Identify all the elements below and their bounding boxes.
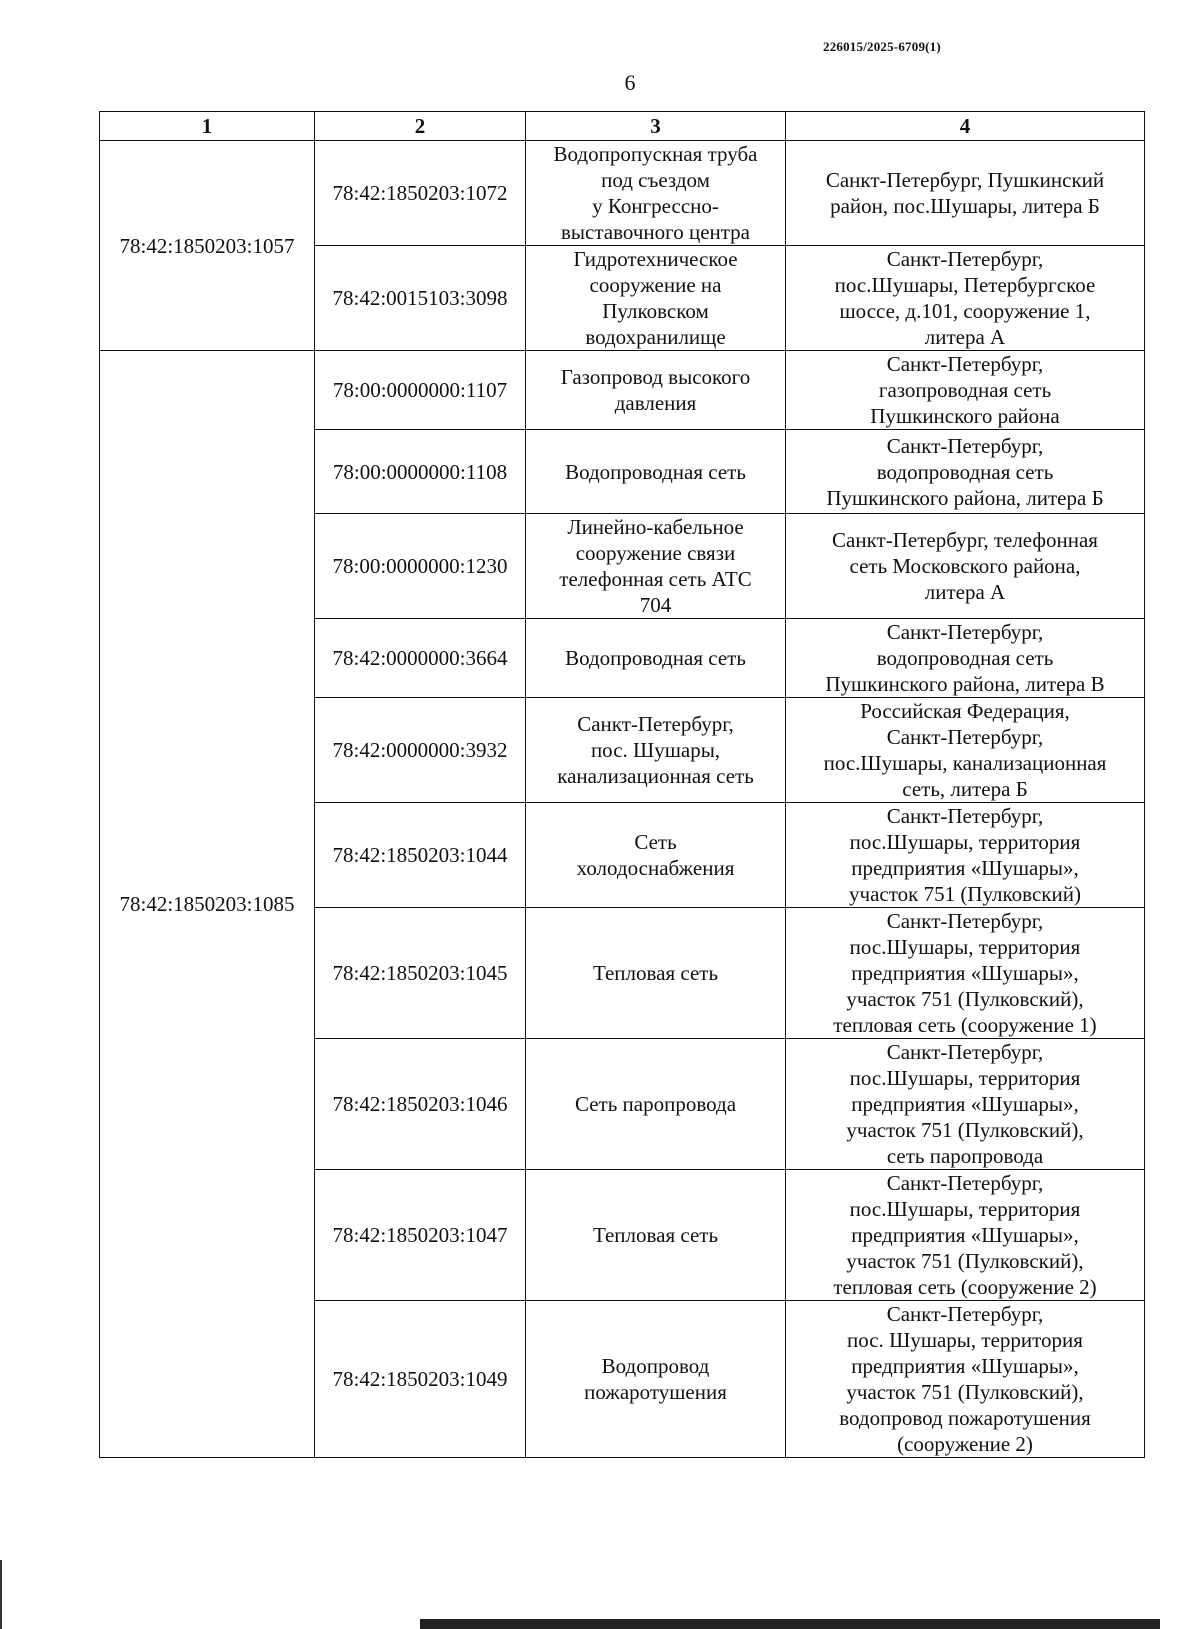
- structure-name-cell: [526, 803, 786, 908]
- cell-line: Санкт-Петербург,: [886, 247, 1044, 271]
- cell-line: предприятия «Шушары»,: [851, 856, 1079, 880]
- cell-line: пожаротушения: [584, 1380, 727, 1404]
- cell-line: водопроводная сеть: [876, 459, 1054, 484]
- cadastral-number-cell: 78:00:0000000:1107: [315, 351, 526, 430]
- address-cell: [786, 1301, 1145, 1458]
- cell-line: сеть, литера Б: [902, 777, 1028, 801]
- cell-line: Тепловая сеть: [592, 1223, 719, 1247]
- cell-line: газопроводная сеть: [878, 378, 1052, 402]
- structure-name-cell: [526, 1170, 786, 1301]
- structure-name-cell: [526, 141, 786, 246]
- cell-line: Тепловая сеть: [592, 961, 719, 985]
- parcel-number-cell: 78:42:1850203:1085: [100, 351, 315, 1458]
- cell-line: Санкт-Петербург,: [886, 620, 1044, 644]
- cell-line: участок 751 (Пулковский),: [846, 1380, 1084, 1404]
- cell-line: Пушкинского района: [870, 404, 1060, 428]
- cell-line: 704: [639, 593, 672, 617]
- cell-line: Санкт-Петербург,: [886, 1171, 1044, 1195]
- structure-name-cell: [526, 430, 786, 514]
- cell-line: Санкт-Петербург, Пушкинский: [825, 168, 1105, 192]
- cell-line: водопровод пожаротушения: [839, 1406, 1091, 1430]
- cell-line: давления: [614, 391, 697, 415]
- cell-line: Санкт-Петербург,: [886, 909, 1044, 933]
- cell-line: у Конгрессно-: [592, 194, 719, 218]
- cell-line: под съездом: [601, 168, 710, 192]
- cadastral-number-cell: 78:42:1850203:1072: [315, 141, 526, 246]
- structure-name-cell: [526, 246, 786, 351]
- cell-line: литера А: [924, 580, 1006, 604]
- cell-line: выставочного центра: [560, 220, 751, 244]
- cadastral-number-cell: 78:42:1850203:1047: [315, 1170, 526, 1301]
- cell-line: Пушкинского района, литера Б: [826, 485, 1104, 510]
- scan-bottom-mark: [420, 1619, 1160, 1629]
- cell-line: водопроводная сеть: [876, 646, 1054, 670]
- cadastral-number-cell: 78:42:1850203:1046: [315, 1039, 526, 1170]
- column-header: 2: [315, 112, 526, 141]
- cell-line: Санкт-Петербург,: [886, 1040, 1044, 1064]
- table-body: [100, 141, 1145, 1458]
- structures-table: [99, 111, 1145, 1458]
- cell-line: пос.Шушары, Петербургское: [834, 273, 1096, 297]
- parcel-number-cell: 78:42:1850203:1057: [100, 141, 315, 351]
- cell-line: Санкт-Петербург,: [886, 352, 1044, 376]
- cell-line: Водопропускная труба: [553, 142, 758, 166]
- cadastral-number-cell: 78:42:0000000:3664: [315, 619, 526, 698]
- address-cell: [786, 246, 1145, 351]
- scan-edge-mark: [0, 1560, 2, 1629]
- cell-line: литера А: [924, 325, 1006, 349]
- cell-line: участок 751 (Пулковский),: [846, 987, 1084, 1011]
- structure-name-cell: [526, 698, 786, 803]
- cell-line: шоссе, д.101, сооружение 1,: [839, 299, 1091, 323]
- cell-line: Российская Федерация,: [860, 699, 1070, 723]
- cell-line: Сеть: [634, 830, 677, 854]
- cell-line: Санкт-Петербург,: [886, 725, 1044, 749]
- cadastral-number-cell: 78:42:0000000:3932: [315, 698, 526, 803]
- table-row: [100, 141, 1145, 246]
- cell-line: пос.Шушары, территория: [849, 830, 1081, 854]
- cadastral-number-cell: 78:42:0015103:3098: [315, 246, 526, 351]
- structure-name-cell: [526, 351, 786, 430]
- cell-line: сеть паропровода: [886, 1144, 1044, 1168]
- cell-line: предприятия «Шушары»,: [851, 961, 1079, 985]
- cell-line: Сеть паропровода: [574, 1092, 737, 1116]
- cell-line: пос. Шушары, территория: [847, 1328, 1083, 1352]
- cell-line: Гидротехническое: [573, 247, 738, 271]
- cell-line: предприятия «Шушары»,: [851, 1354, 1079, 1378]
- table-row: [100, 351, 1145, 430]
- structure-name-cell: [526, 619, 786, 698]
- cell-line: Санкт-Петербург,: [886, 433, 1044, 458]
- page-number: 6: [624, 70, 636, 95]
- cell-line: район, пос.Шушары, литера Б: [830, 194, 1100, 218]
- cadastral-number-cell: 78:42:1850203:1045: [315, 908, 526, 1039]
- cell-line: Санкт-Петербург, телефонная: [832, 528, 1098, 552]
- address-cell: [786, 908, 1145, 1039]
- structure-name-cell: [526, 1301, 786, 1458]
- address-cell: [786, 619, 1145, 698]
- cell-line: участок 751 (Пулковский): [849, 882, 1081, 906]
- cell-line: пос. Шушары,: [590, 738, 721, 762]
- cell-line: участок 751 (Пулковский),: [846, 1118, 1084, 1142]
- cell-line: канализационная сеть: [557, 764, 754, 788]
- cadastral-number-cell: 78:00:0000000:1230: [315, 514, 526, 619]
- cadastral-number-cell: 78:00:0000000:1108: [315, 430, 526, 514]
- address-cell: [786, 1170, 1145, 1301]
- address-cell: [786, 803, 1145, 908]
- cell-line: пос.Шушары, территория: [849, 1066, 1081, 1090]
- structure-name-cell: [526, 1039, 786, 1170]
- table-header-row: [100, 112, 1145, 141]
- cell-line: Пушкинского района, литера В: [825, 672, 1105, 696]
- cell-line: тепловая сеть (сооружение 1): [833, 1013, 1097, 1037]
- address-cell: [786, 514, 1145, 619]
- cadastral-number-cell: 78:42:1850203:1049: [315, 1301, 526, 1458]
- address-cell: [786, 430, 1145, 514]
- cell-line: сооружение связи: [575, 541, 736, 565]
- structure-name-cell: [526, 908, 786, 1039]
- column-header: 1: [100, 112, 315, 141]
- address-cell: [786, 1039, 1145, 1170]
- cell-line: Водопроводная сеть: [565, 459, 746, 484]
- cadastral-number-cell: 78:42:1850203:1044: [315, 803, 526, 908]
- cell-line: телефонная сеть АТС: [559, 567, 752, 591]
- document-number: 226015/2025-6709(1): [823, 39, 941, 54]
- cell-line: участок 751 (Пулковский),: [846, 1249, 1084, 1273]
- cell-line: Санкт-Петербург,: [577, 712, 734, 736]
- cell-line: предприятия «Шушары»,: [851, 1223, 1079, 1247]
- cell-line: Линейно-кабельное: [567, 515, 744, 539]
- cell-line: сеть Московского района,: [849, 554, 1081, 578]
- cell-line: Санкт-Петербург,: [886, 804, 1044, 828]
- cell-line: пос.Шушары, канализационная: [823, 751, 1107, 775]
- cell-line: пос.Шушары, территория: [849, 935, 1081, 959]
- cell-line: холодоснабжения: [576, 856, 735, 880]
- cell-line: Пулковском: [602, 299, 709, 323]
- cell-line: (сооружение 2): [897, 1432, 1033, 1456]
- cell-line: Водопроводная сеть: [565, 646, 746, 670]
- structure-name-cell: [526, 514, 786, 619]
- cell-line: Санкт-Петербург,: [886, 1302, 1044, 1326]
- cell-line: сооружение на: [589, 273, 722, 297]
- cell-line: Водопровод: [601, 1354, 710, 1378]
- cell-line: водохранилище: [585, 325, 726, 349]
- column-header: 3: [526, 112, 786, 141]
- cell-line: тепловая сеть (сооружение 2): [833, 1275, 1097, 1299]
- address-cell: [786, 351, 1145, 430]
- address-cell: [786, 698, 1145, 803]
- cell-line: пос.Шушары, территория: [849, 1197, 1081, 1221]
- cell-line: предприятия «Шушары»,: [851, 1092, 1079, 1116]
- cell-line: Газопровод высокого: [560, 365, 751, 389]
- column-header: 4: [786, 112, 1145, 141]
- address-cell: [786, 141, 1145, 246]
